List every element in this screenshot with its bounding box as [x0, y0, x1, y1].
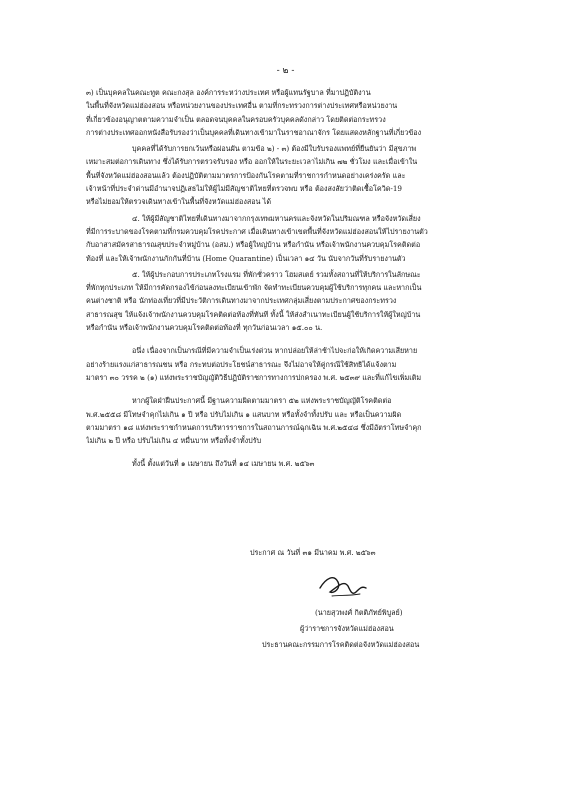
paragraph-line: ๓) เป็นบุคคลในคณะทูต คณะกงสุล องค์การระหว่างประเทศ หรือผู้แทนรัฐบาล ที่มาปฏิบัติงาน [86, 88, 371, 97]
paragraph-line: ตามมาตรา ๑๘ แห่งพระราชกำหนดการบริหารราชการในสถานการณ์ฉุกเฉิน พ.ศ.๒๕๔๘ ซึ่งมีอัตราโทษจำคุก [86, 422, 422, 432]
paragraph-line: ท้องที่ และให้เจ้าพนักงานกักกันที่บ้าน (Home Quarantine) เป็นเวลา ๑๔ วัน นับจากวันที่รับรายงานตัว [86, 253, 406, 263]
signer-title: ผู้ว่าราชการจังหวัดแม่ฮ่องสอน [300, 624, 394, 633]
paragraph-line: การต่างประเทศออกหนังสือรับรองว่าเป็นบุคคลที่เดินทางเข้ามาในราชอาณาจักร โดยแสดงหลักฐานที่เกี่ยวข้อง [86, 127, 422, 137]
paragraph-line: อย่างร้ายแรงแก่สาธารณชน หรือ กระทบต่อประโยชน์สาธารณะ จึงไม่อาจให้คู่กรณีใช้สิทธิได้แจ้งตาม [86, 359, 397, 369]
paragraph-line: ๔. ให้ผู้มีสัญชาติไทยที่เดินทางมาจากกรุงเทพมหานครและจังหวัดในปริมณฑล หรือจังหวัดเสี่ยง [132, 213, 421, 223]
announcement-date: ประกาศ ณ วันที่ ๓๑ มีนาคม พ.ศ. ๒๕๖๓ [250, 548, 376, 557]
paragraph-line: ที่เกี่ยวข้องอนุญาตตามความจำเป็น ตลอดจนบุคคลในครอบครัวบุคคลดังกล่าว โดยติดต่อกระทรวง [86, 114, 386, 124]
paragraph-line: ในพื้นที่จังหวัดแม่ฮ่องสอน หรือหน่วยงานของประเทศอื่น ตามที่กระทรวงการต่างประเทศหรือหน่วยงาน [86, 101, 398, 111]
body-paragraph [86, 268, 488, 334]
paragraph-line: หรือกำนัน หรือเจ้าพนักงานควบคุมโรคติดต่อท้องที่ ทุกวันก่อนเวลา ๑๕.๐๐ น. [86, 323, 323, 333]
body-paragraph [86, 212, 488, 265]
body-paragraph [86, 394, 488, 447]
paragraph-line: ๕. ให้ผู้ประกอบการประเภทโรงแรม ที่พักชั่วคราว โฮมสเตย์ รวมทั้งสถานที่ให้บริการในลักษณะ [132, 269, 421, 279]
body-paragraph [86, 142, 488, 208]
signer-committee-title: ประธานคณะกรรมการโรคติดต่อจังหวัดแม่ฮ่องสอน [262, 640, 420, 649]
signer-name: (นายสุวพงศ์ กิตติภัทย์พิบูลย์) [315, 608, 403, 617]
paragraph-line: คนต่างชาติ หรือ นักท่องเที่ยวที่มีประวัติการเดินทางมาจากประเทศกลุ่มเสี่ยงตามประกาศของกระทรวง [86, 296, 397, 306]
paragraph-line: หากผู้ใดฝ่าฝืนประกาศนี้ มีฐานความผิดตามมาตรา ๕๒ แห่งพระราชบัญญัติโรคติดต่อ [132, 396, 392, 406]
document-body [86, 86, 488, 474]
paragraph-line: สาธารณสุข ให้แจ้งเจ้าพนักงานควบคุมโรคติดต่อท้องที่ทันที ทั้งนี้ ให้ส่งสำเนาทะเบียนผู้ใช้บริการให้ผู้ใหญ่บ้าน [86, 309, 421, 319]
body-paragraph [86, 86, 488, 139]
paragraph-line: กับอาสาสมัครสาธารณสุขประจำหมู่บ้าน (อสม.) หรือผู้ใหญ่บ้าน หรือกำนัน หรือเจ้าพนักงานควบคุมโรคติดต่อ [86, 240, 421, 250]
paragraph-line: เจ้าหน้าที่ประจำด่านมีอำนาจปฏิเสธไม่ให้ผู้ไม่มีสัญชาติไทยที่ตรวจพบ หรือ ต้องสงสัยว่าติดเชื้อโควิด-19 [86, 184, 402, 194]
paragraph-line: มาตรา ๓๐ วรรค ๒ (๑) แห่งพระราชบัญญัติวิธีปฏิบัติราชการทางการปกครอง พ.ศ. ๒๕๓๙ และที่แก้ไขเพิ่มเติม [86, 372, 422, 382]
body-paragraph [86, 457, 488, 470]
paragraph-line: บุคคลที่ได้รับการยกเว้นหรือผ่อนผัน ตามข้อ ๒) - ๓) ต้องมีใบรับรองแพทย์ที่ยืนยันว่า มีสุขภาพ [132, 144, 417, 154]
paragraph-line: ที่พักทุกประเภท ให้มีการคัดกรองไข้ก่อนลงทะเบียนเข้าพัก จัดทำทะเบียนควบคุมผู้ใช้บริการทุกคน และหากเป็น [86, 283, 422, 293]
paragraph-line: ทั้งนี้ ตั้งแต่วันที่ ๑ เมษายน ถึงวันที่ ๑๔ เมษายน พ.ศ. ๒๕๖๓ [132, 459, 315, 469]
body-paragraph [86, 344, 488, 384]
paragraph-line: พื้นที่จังหวัดแม่ฮ่องสอนแล้ว ต้องปฏิบัติตามมาตรการป้องกันโรคตามที่ราชการกำหนดอย่างเคร่งครัด และ [86, 170, 406, 180]
paragraph-line: เหมาะสมต่อการเดินทาง ซึ่งได้รับการตรวจรับรอง หรือ ออกให้ในระยะเวลาไม่เกิน ๗๒ ชั่วโมง และเมื่อเข้าใน [86, 157, 418, 167]
paragraph-line: หรือไม่ยอมให้ตรวจเดินทางเข้าในพื้นที่จังหวัดแม่ฮ่องสอน ได้ [86, 197, 272, 207]
paragraph-line: ไม่เกิน ๒ ปี หรือ ปรับไม่เกิน ๔ หมื่นบาท หรือทั้งจำทั้งปรับ [86, 436, 262, 446]
page-number: - ๒ - [276, 66, 295, 76]
handwritten-signature [312, 566, 372, 606]
paragraph-line: พ.ศ.๒๕๕๘ มีโทษจำคุกไม่เกิน ๑ ปี หรือ ปรับไม่เกิน ๑ แสนบาท หรือทั้งจำทั้งปรับ และ หรือเป็นความผิด [86, 409, 402, 419]
paragraph-line: ที่มีการระบาดของโรคตามที่กรมควบคุมโรคประกาศ เมื่อเดินทางเข้าเขตพื้นที่จังหวัดแม่ฮ่องสอนให้ไปรายงานตัว [86, 226, 428, 236]
paragraph-line: อนึ่ง เนื่องจากเป็นกรณีที่มีความจำเป็นเร่งด่วน หากปล่อยให้ล่าช้าไปจะก่อให้เกิดความเสียหาย [132, 346, 418, 356]
